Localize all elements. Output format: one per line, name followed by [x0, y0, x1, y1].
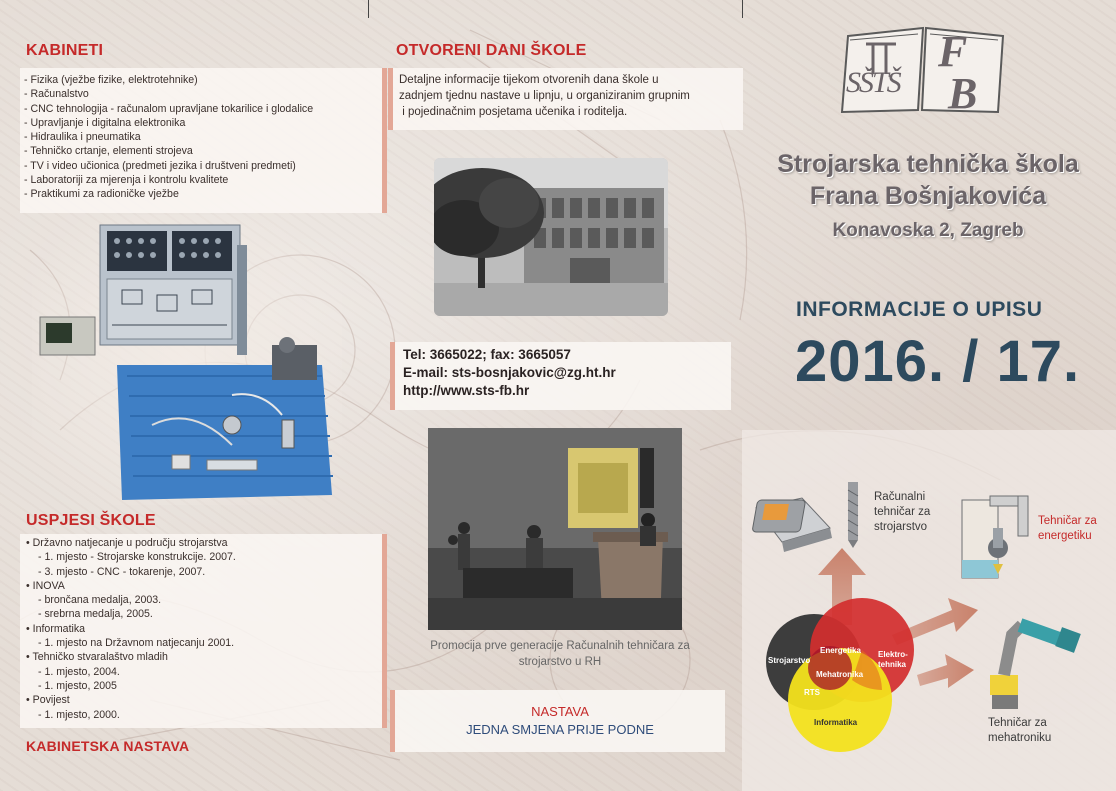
logo-f-letter: F [938, 27, 968, 76]
list-item: • Informatika [26, 622, 86, 635]
school-name [748, 148, 1108, 212]
list-item: - Računalstvo [24, 88, 89, 101]
otvoreni-line: Detaljne informacije tijekom otvorenih dana škole u [399, 74, 659, 86]
nastava-subtitle: JEDNA SMJENA PRIJE PODNE [466, 722, 654, 737]
venn-energetika: Energetika [820, 646, 861, 655]
label-energetika [1038, 514, 1097, 544]
otvoreni-line: zadnjem tjednu nastave u lipnju, u organiziranim grupnim [399, 90, 690, 102]
school-building-photo [434, 158, 668, 316]
label-line: mehatroniku [988, 732, 1052, 744]
otvoreni-box [388, 68, 743, 130]
lab-equipment-photo [32, 215, 342, 505]
year-title: 2016. / 17. [795, 329, 1081, 394]
list-item: - 3. mjesto - CNC - tokarenje, 2007. [38, 565, 206, 578]
fold-mark-left [368, 0, 369, 18]
venn-rts: RTS [804, 688, 820, 697]
label-racunalni [874, 490, 930, 535]
list-item: - 1. mjesto na Državnom natjecanju 2001. [38, 637, 235, 650]
nastava-title: NASTAVA [531, 704, 589, 719]
uspjesi-list [20, 534, 382, 722]
photo-caption [410, 638, 710, 670]
list-item: - srebrna medalja, 2005. [38, 608, 153, 621]
label-line: Računalni [874, 491, 926, 503]
label-mehatronika [988, 716, 1051, 746]
list-item: • Tehničko stvaralaštvo mladih [26, 651, 168, 664]
uspjesi-title: USPJESI ŠKOLE [26, 512, 156, 529]
venn-informatika: Informatika [814, 718, 858, 727]
school-name-line-1: Strojarska tehnička škola [777, 150, 1079, 178]
promotion-event-photo [428, 428, 682, 630]
kabinetska-title: KABINETSKA NASTAVA [26, 738, 190, 754]
info-title: INFORMACIJE O UPISU [796, 298, 1043, 321]
venn-elektro-1: Elektro- [878, 650, 908, 659]
venn-strojarstvo: Strojarstvo [768, 656, 811, 665]
drill-bit-icon [848, 482, 858, 548]
list-item: • Državno natjecanje u području strojarstva [26, 537, 228, 549]
list-item: - 1. mjesto, 2000. [38, 708, 120, 721]
list-item: - 1. mjesto, 2004. [38, 665, 120, 678]
list-item: - brončana medalja, 2003. [38, 594, 162, 607]
diagram-graphics [742, 430, 1116, 791]
contact-box [390, 342, 731, 410]
list-item: - Hidraulika i pneumatika [24, 131, 141, 144]
logo-sts-text: SŠTŠ [846, 66, 900, 99]
label-line: energetiku [1038, 530, 1092, 542]
list-item: - CNC tehnologija - računalom upravljane tokarilice i glodalice [24, 102, 314, 115]
nastava-box [390, 690, 725, 752]
cnc-machine-icon [752, 498, 832, 552]
list-item: - TV i video učionica (predmeti jezika i društveni predmeti) [24, 159, 296, 172]
venn-mehatronika: Mehatronika [816, 670, 864, 679]
kabineti-box [20, 68, 387, 213]
programs-diagram [742, 430, 1116, 791]
list-item: - Laboratoriji za mjerenja i kontrolu kvalitete [24, 174, 229, 187]
logo-b-letter: B [948, 69, 978, 118]
label-line: Tehničar za [1038, 515, 1097, 527]
contact-web[interactable]: http://www.sts-fb.hr [403, 383, 530, 398]
robot-arm-icon [990, 625, 1081, 709]
label-line: Tehničar za [988, 717, 1047, 729]
label-line: tehničar za [874, 506, 931, 518]
list-item: - Fizika (vježbe fizike, elektrotehnike) [24, 74, 198, 86]
list-item: - 1. mjesto, 2005 [38, 679, 117, 692]
caption-line-2: strojarstvo u RH [518, 656, 602, 668]
kabineti-list [20, 68, 382, 202]
caption-line-1: Promocija prve generacije Računalnih tehničara za [430, 640, 690, 652]
list-item: - Tehničko crtanje, elementi strojeva [24, 145, 193, 158]
fold-mark-right [742, 0, 743, 18]
otvoreni-title: OTVORENI DANI ŠKOLE [396, 42, 587, 59]
school-name-line-2: Frana Bošnjakovića [809, 182, 1047, 210]
list-item: • INOVA [26, 579, 65, 592]
energy-valve-icon [962, 496, 1028, 578]
contact-tel: Tel: 3665022; fax: 3665057 [403, 347, 571, 362]
uspjesi-box [20, 534, 387, 728]
label-line: strojarstvo [874, 521, 928, 533]
contact-email[interactable]: E-mail: sts-bosnjakovic@zg.ht.hr [403, 365, 616, 380]
school-address: Konavoska 2, Zagreb [832, 220, 1024, 241]
list-item: - Upravljanje i digitalna elektronika [24, 116, 186, 129]
list-item: - Praktikumi za radioničke vježbe [24, 188, 179, 201]
kabineti-title: KABINETI [26, 42, 104, 59]
school-logo [838, 26, 1008, 118]
list-item: - 1. mjesto - Strojarske konstrukcije. 2007. [38, 551, 236, 564]
otvoreni-line: i pojedinačnim posjetama učenika i roditelja. [399, 106, 628, 118]
list-item: • Povijest [26, 694, 70, 707]
venn-elektro-2: tehnika [878, 660, 907, 669]
